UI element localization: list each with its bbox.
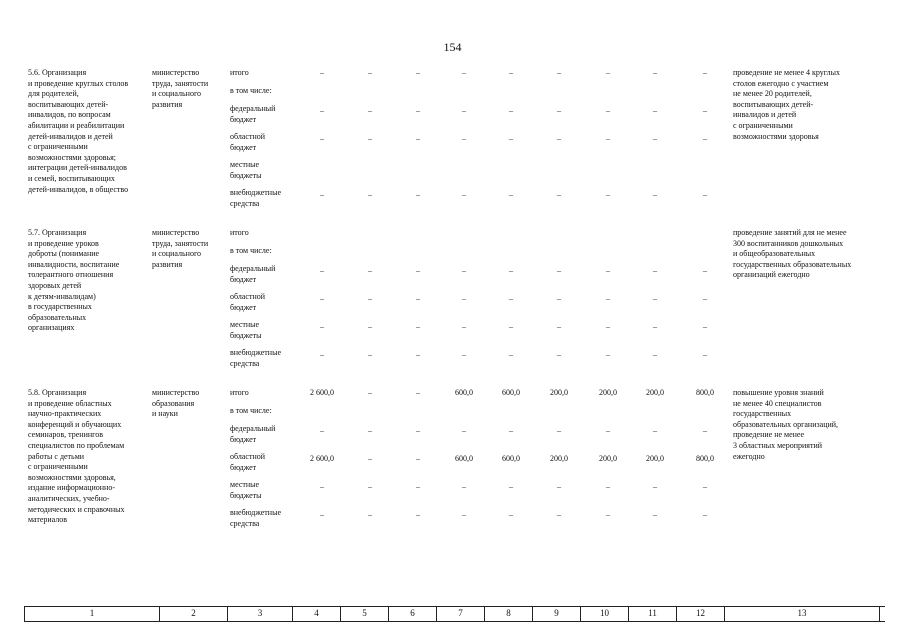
funding-value: – xyxy=(416,68,420,77)
funding-value: – xyxy=(416,350,420,359)
funding-value: – xyxy=(416,454,420,463)
funding-value: – xyxy=(606,350,610,359)
funding-value: – xyxy=(703,134,707,143)
funding-value: – xyxy=(368,388,372,397)
executor-line: министерство xyxy=(152,228,200,237)
funding-source-label: областной xyxy=(230,452,266,461)
funding-value: – xyxy=(653,294,657,303)
funding-value: – xyxy=(509,68,513,77)
activity-description-line: воспитывающих детей- xyxy=(28,99,109,109)
funding-value: 2 600,0 xyxy=(310,454,334,463)
activity-description-line: издание информационно- xyxy=(28,483,116,493)
activity-description-line: организациях xyxy=(28,323,75,333)
funding-value: – xyxy=(703,294,707,303)
expected-result-line: воспитывающих детей- xyxy=(733,99,814,109)
expected-result-line: образовательных организаций, xyxy=(733,419,839,429)
executor-line: министерство xyxy=(152,388,200,397)
activity-description-line: специалистов по проблемам xyxy=(28,441,125,450)
footer-column-number: 7 xyxy=(437,607,485,621)
funding-value: – xyxy=(653,68,657,77)
funding-value: – xyxy=(368,482,372,491)
funding-value: – xyxy=(703,190,707,199)
funding-value: – xyxy=(557,266,561,275)
funding-value: – xyxy=(606,190,610,199)
funding-source-label: итого xyxy=(230,388,249,397)
activity-description-line: и проведение областных xyxy=(28,398,112,408)
funding-value: – xyxy=(462,134,466,143)
column-number-footer xyxy=(24,606,885,622)
funding-value: – xyxy=(557,482,561,491)
funding-value: 200,0 xyxy=(550,454,568,463)
funding-value: – xyxy=(557,510,561,519)
funding-source-label: бюджет xyxy=(230,302,257,312)
funding-value: – xyxy=(368,68,372,77)
funding-value: – xyxy=(509,322,513,331)
funding-value: – xyxy=(320,190,324,199)
funding-value: – xyxy=(509,266,513,275)
funding-value: – xyxy=(509,350,513,359)
funding-source-label: средства xyxy=(230,198,260,208)
funding-value: – xyxy=(462,510,466,519)
expected-result-line: инвалидов и детей xyxy=(733,110,797,120)
executor-line: труда, занятости xyxy=(152,238,209,248)
funding-value: – xyxy=(320,134,324,143)
funding-value: 200,0 xyxy=(646,388,664,397)
funding-value: – xyxy=(557,134,561,143)
activity-description-line: 5.7. Организация xyxy=(28,228,87,237)
funding-value: – xyxy=(416,266,420,275)
footer-column-number: 5 xyxy=(341,607,389,621)
funding-value: – xyxy=(416,106,420,115)
funding-value: – xyxy=(462,106,466,115)
funding-value: – xyxy=(416,190,420,199)
funding-value: – xyxy=(557,190,561,199)
footer-column-number: 11 xyxy=(629,607,677,621)
activity-description-line: с ограниченными xyxy=(28,462,88,472)
funding-value: – xyxy=(462,426,466,435)
activity-description-line: работы с детьми xyxy=(28,451,85,461)
funding-value: – xyxy=(703,322,707,331)
funding-source-label: бюджет xyxy=(230,434,257,444)
funding-source-label: внебюджетные xyxy=(230,508,281,517)
activity-description-line: с ограниченными xyxy=(28,142,88,152)
funding-value: – xyxy=(416,510,420,519)
funding-value: – xyxy=(368,350,372,359)
funding-value: – xyxy=(320,510,324,519)
activity-description-line: методических и справочных xyxy=(28,504,125,514)
funding-value: – xyxy=(416,388,420,397)
funding-value: – xyxy=(653,134,657,143)
funding-source-label: местные xyxy=(230,480,260,489)
funding-value: – xyxy=(653,266,657,275)
expected-result-line: 300 воспитанников дошкольных xyxy=(733,238,844,248)
funding-source-label: итого xyxy=(230,228,249,237)
activity-description-line: здоровых детей xyxy=(28,281,82,290)
funding-value: – xyxy=(462,350,466,359)
funding-value: – xyxy=(368,426,372,435)
executor-line: и науки xyxy=(152,409,178,419)
expected-result-line: проведение занятий для не менее xyxy=(733,228,847,237)
funding-source-label: местные xyxy=(230,160,260,169)
funding-value: 200,0 xyxy=(599,454,617,463)
funding-value: – xyxy=(368,510,372,519)
funding-value: – xyxy=(462,482,466,491)
funding-source-label: бюджет xyxy=(230,114,257,124)
expected-result-line: проведение не менее xyxy=(733,430,805,440)
funding-value: – xyxy=(653,190,657,199)
funding-value: – xyxy=(606,426,610,435)
funding-source-label: в том числе: xyxy=(230,246,272,255)
funding-value: – xyxy=(653,322,657,331)
funding-value: 600,0 xyxy=(455,388,473,397)
activity-description-line: инвалидности, воспитание xyxy=(28,259,120,269)
funding-value: – xyxy=(653,350,657,359)
activity-description-line: толерантного отношения xyxy=(28,270,114,280)
activity-description-line: и проведение круглых столов xyxy=(28,78,129,88)
expected-result-line: государственных xyxy=(733,409,792,419)
funding-value: – xyxy=(320,350,324,359)
funding-value: – xyxy=(462,266,466,275)
funding-source-label: федеральный xyxy=(230,424,276,433)
funding-source-label: внебюджетные xyxy=(230,348,281,357)
funding-value: 600,0 xyxy=(502,388,520,397)
activity-description-line: доброты (понимание xyxy=(28,249,100,259)
activity-description-line: абилитации и реабилитации xyxy=(28,121,125,130)
funding-source-label: внебюджетные xyxy=(230,188,281,197)
funding-source-label: местные xyxy=(230,320,260,329)
activity-description-line: к детям-инвалидам) xyxy=(28,291,96,301)
funding-value: – xyxy=(606,510,610,519)
funding-value: – xyxy=(416,322,420,331)
funding-value: – xyxy=(703,68,707,77)
funding-value: – xyxy=(703,510,707,519)
funding-value: – xyxy=(320,426,324,435)
funding-value: – xyxy=(368,134,372,143)
executor-line: образования xyxy=(152,398,195,408)
activity-description-line: 5.8. Организация xyxy=(28,388,87,397)
funding-value: – xyxy=(653,426,657,435)
funding-value: – xyxy=(509,294,513,303)
funding-value: – xyxy=(416,294,420,303)
funding-value: – xyxy=(703,426,707,435)
funding-value: – xyxy=(368,454,372,463)
funding-source-label: средства xyxy=(230,518,260,528)
funding-value: – xyxy=(703,350,707,359)
funding-value: 200,0 xyxy=(646,454,664,463)
funding-value: – xyxy=(462,190,466,199)
funding-value: 800,0 xyxy=(696,388,714,397)
funding-value: – xyxy=(606,266,610,275)
executor-line: и социального xyxy=(152,249,202,259)
activity-description-line: в государственных xyxy=(28,302,92,312)
activity-description-line: аналитических, учебно- xyxy=(28,494,110,503)
expected-result-line: организаций ежегодно xyxy=(733,270,810,280)
funding-value: 200,0 xyxy=(599,388,617,397)
funding-source-label: средства xyxy=(230,358,260,368)
expected-result-line: государственных образовательных xyxy=(733,259,852,269)
funding-value: – xyxy=(606,294,610,303)
funding-source-label: федеральный xyxy=(230,264,276,273)
funding-value: – xyxy=(509,190,513,199)
funding-value: – xyxy=(509,510,513,519)
activity-description-line: конференций и обучающих xyxy=(28,419,122,429)
funding-value: – xyxy=(368,266,372,275)
expected-result-line: повышение уровня знаний xyxy=(733,388,824,397)
funding-value: – xyxy=(557,350,561,359)
funding-value: 600,0 xyxy=(502,454,520,463)
funding-value: – xyxy=(509,106,513,115)
funding-value: – xyxy=(606,68,610,77)
funding-source-label: бюджеты xyxy=(230,490,262,500)
funding-value: – xyxy=(416,426,420,435)
expected-result-line: с ограниченными xyxy=(733,121,793,130)
activity-description-line: возможностями здоровья; xyxy=(28,152,117,162)
funding-value: 2 600,0 xyxy=(310,388,334,397)
funding-value: – xyxy=(606,482,610,491)
funding-value: – xyxy=(703,266,707,275)
footer-column-number: 9 xyxy=(533,607,581,621)
funding-source-label: областной xyxy=(230,292,266,301)
funding-value: – xyxy=(462,294,466,303)
funding-value: – xyxy=(606,134,610,143)
funding-value: – xyxy=(368,190,372,199)
footer-column-number: 1 xyxy=(25,607,160,621)
footer-column-number: 2 xyxy=(160,607,228,621)
executor-line: развития xyxy=(152,99,183,109)
expected-result-line: 3 областных мероприятий xyxy=(733,441,823,450)
funding-value: – xyxy=(557,106,561,115)
funding-source-label: областной xyxy=(230,132,266,141)
funding-value: 800,0 xyxy=(696,454,714,463)
expected-result-line: проведение не менее 4 круглых xyxy=(733,68,841,77)
activity-description-line: и проведение уроков xyxy=(28,238,99,248)
expected-result-line: не менее 20 родителей, xyxy=(733,89,812,99)
footer-column-number: 3 xyxy=(228,607,293,621)
funding-value: – xyxy=(462,322,466,331)
activity-description-line: детей-инвалидов, в общество xyxy=(28,184,129,194)
funding-value: – xyxy=(653,510,657,519)
activity-description-line: 5.6. Организация xyxy=(28,68,87,77)
activity-description-line: интеграции детей-инвалидов xyxy=(28,163,127,173)
funding-value: 600,0 xyxy=(455,454,473,463)
funding-value: – xyxy=(557,322,561,331)
funding-value: – xyxy=(557,426,561,435)
funding-value: – xyxy=(320,68,324,77)
funding-value: – xyxy=(368,294,372,303)
funding-source-label: в том числе: xyxy=(230,406,272,415)
funding-source-label: бюджеты xyxy=(230,170,262,180)
activity-description-line: детей-инвалидов и детей xyxy=(28,131,113,141)
funding-source-label: бюджеты xyxy=(230,330,262,340)
funding-source-label: бюджет xyxy=(230,274,257,284)
funding-value: – xyxy=(368,106,372,115)
funding-value: – xyxy=(320,294,324,303)
funding-value: – xyxy=(703,482,707,491)
footer-column-number: 8 xyxy=(485,607,533,621)
executor-line: труда, занятости xyxy=(152,78,209,88)
funding-value: – xyxy=(653,106,657,115)
executor-line: развития xyxy=(152,259,183,269)
funding-source-label: федеральный xyxy=(230,104,276,113)
funding-value: – xyxy=(509,426,513,435)
funding-value: 200,0 xyxy=(550,388,568,397)
expected-result-line: и общеобразовательных xyxy=(733,249,816,259)
activity-description-line: научно-практических xyxy=(28,409,102,419)
funding-value: – xyxy=(368,322,372,331)
activity-description-line: материалов xyxy=(28,515,68,525)
funding-value: – xyxy=(320,482,324,491)
page-number: 154 xyxy=(443,40,462,54)
funding-source-label: в том числе: xyxy=(230,86,272,95)
footer-column-number: 4 xyxy=(293,607,341,621)
funding-value: – xyxy=(557,294,561,303)
footer-column-number: 10 xyxy=(581,607,629,621)
funding-source-label: бюджет xyxy=(230,142,257,152)
funding-source-label: бюджет xyxy=(230,462,257,472)
funding-value: – xyxy=(416,134,420,143)
funding-value: – xyxy=(416,482,420,491)
activity-description-line: и семей, воспитывающих xyxy=(28,174,115,183)
funding-value: – xyxy=(509,134,513,143)
funding-value: – xyxy=(703,106,707,115)
funding-value: – xyxy=(462,68,466,77)
footer-column-number: 6 xyxy=(389,607,437,621)
activity-description-line: образовательных xyxy=(28,312,87,322)
activity-description-line: возможностями здоровья, xyxy=(28,472,116,482)
funding-value: – xyxy=(320,106,324,115)
funding-value: – xyxy=(320,322,324,331)
executor-line: министерство xyxy=(152,68,200,77)
activity-description-line: для родителей, xyxy=(28,89,79,99)
executor-line: и социального xyxy=(152,89,202,99)
funding-value: – xyxy=(320,266,324,275)
activity-description-line: семинаров, тренингов xyxy=(28,430,103,440)
funding-value: – xyxy=(557,68,561,77)
activity-description-line: инвалидов, по вопросам xyxy=(28,110,111,120)
funding-value: – xyxy=(606,106,610,115)
funding-source-label: итого xyxy=(230,68,249,77)
footer-column-number: 12 xyxy=(677,607,725,621)
funding-value: – xyxy=(606,322,610,331)
funding-value: – xyxy=(509,482,513,491)
expected-result-line: возможностями здоровья xyxy=(733,131,819,141)
expected-result-line: столов ежегодно с участием xyxy=(733,78,829,88)
expected-result-line: ежегодно xyxy=(733,451,765,461)
footer-column-number: 13 xyxy=(725,607,880,621)
funding-value: – xyxy=(653,482,657,491)
expected-result-line: не менее 40 специалистов xyxy=(733,398,822,408)
